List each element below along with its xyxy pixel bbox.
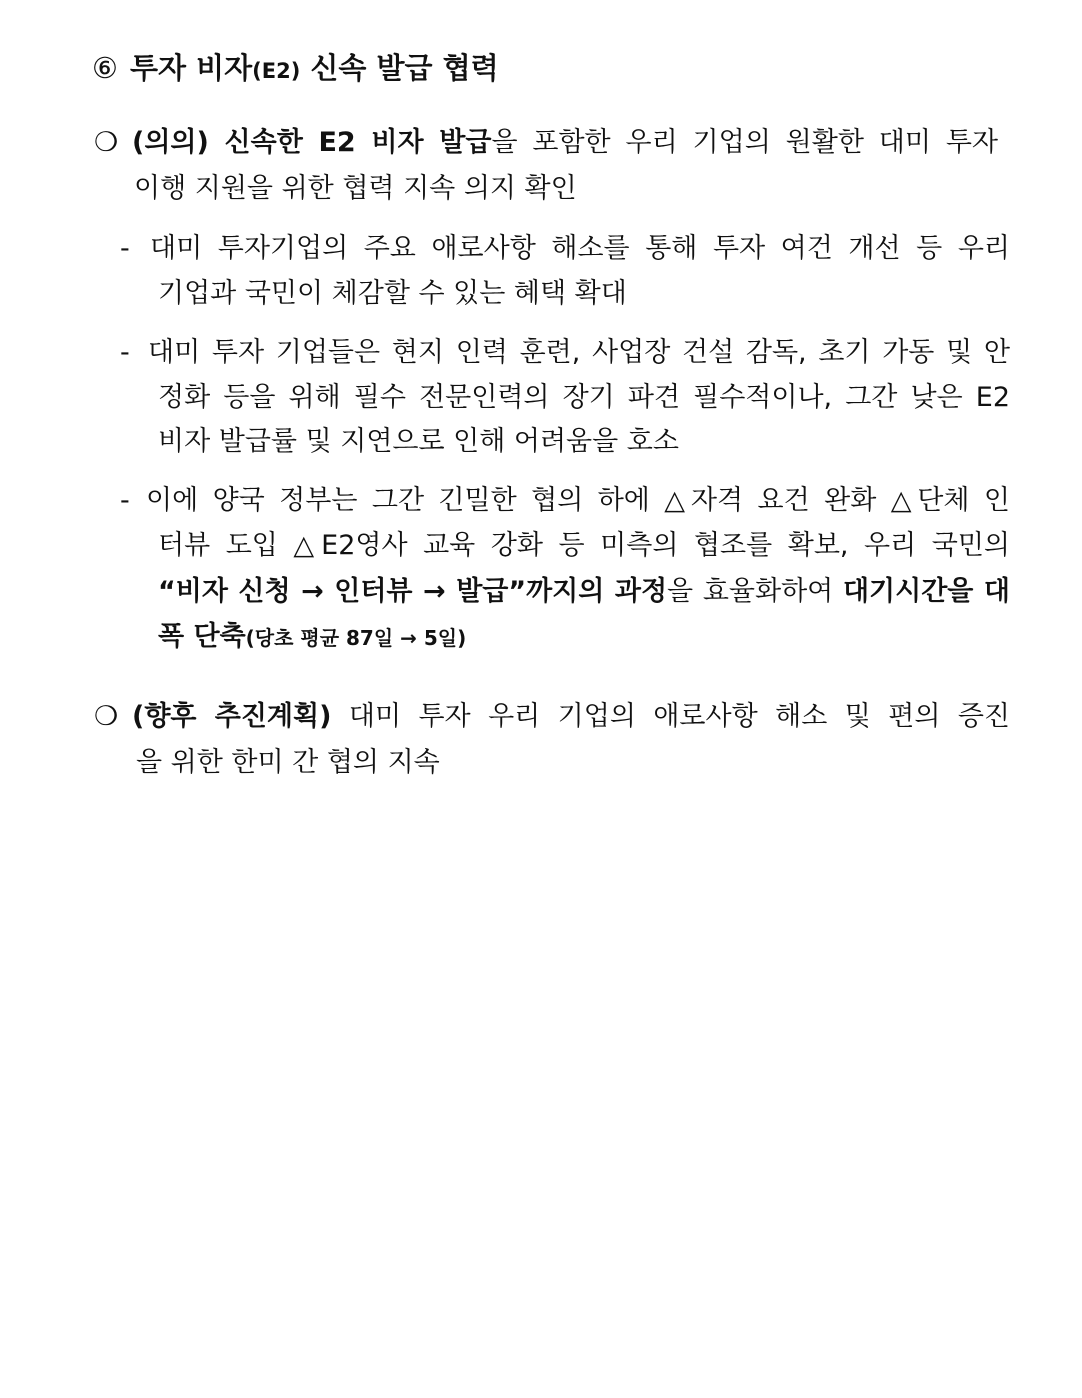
section-number: ⑥ — [92, 51, 118, 85]
visa-process-text: “비자 신청 → 인터뷰 → 발급”까지의 과정 — [158, 576, 668, 607]
circle-bullet-icon: ❍ — [94, 701, 119, 732]
section-title — [92, 48, 499, 91]
dash-bullet-icon: - — [120, 233, 130, 264]
plan-line1-text: 대미 투자 우리 기업의 애로사항 해소 및 편의 증진 — [331, 701, 1010, 732]
sub2-line-1: 대미 투자 기업들은 현지 인력 훈련, 사업장 건설 감독, 초기 가동 및 안 — [148, 337, 1010, 368]
section-title-part-c: 신속 발급 협력 — [300, 51, 499, 85]
section-title-part-a: 투자 비자 — [130, 51, 253, 85]
sub3-line-2: 터뷰 도입 △E2영사 교육 강화 등 미측의 협조를 확보, 우리 국민의 — [158, 530, 1010, 561]
reduction-detail: (당초 평균 87일 → 5일) — [245, 626, 467, 650]
sub3-line3-text: 을 효율화하여 — [667, 576, 843, 607]
meaning-line-1 — [132, 120, 998, 166]
sub3-line-4 — [158, 614, 1010, 661]
sub1-line-2: 기업과 국민이 체감할 수 있는 혜택 확대 — [158, 278, 627, 309]
meaning-label: (의의) 신속한 E2 비자 발급 — [132, 127, 492, 158]
wait-time-text: 대기시간을 대 — [842, 576, 1010, 607]
plan-line-2: 을 위한 한미 간 협의 지속 — [136, 747, 440, 778]
sub3-line-1: 이에 양국 정부는 그간 긴밀한 협의 하에 △자격 요건 완화 △단체 인 — [146, 485, 1010, 516]
meaning-line1-text: 을 포함한 우리 기업의 원활한 대미 투자 — [491, 127, 999, 158]
circle-bullet-icon: ❍ — [94, 127, 119, 158]
section-title-part-b: (E2) — [252, 59, 301, 83]
plan-label: (향후 추진계획) — [132, 701, 332, 732]
sub2-line-3: 비자 발급률 및 지연으로 인해 어려움을 호소 — [158, 426, 679, 457]
sub3-line-3 — [158, 569, 1010, 615]
meaning-line-2: 이행 지원을 위한 협력 지속 의지 확인 — [134, 173, 577, 204]
sub1-line-1: 대미 투자기업의 주요 애로사항 해소를 통해 투자 여건 개선 등 우리 — [150, 233, 1010, 264]
dash-bullet-icon: - — [120, 485, 130, 516]
dash-bullet-icon: - — [120, 337, 130, 368]
plan-line-1 — [132, 694, 1010, 740]
sub2-line-2: 정화 등을 위해 필수 전문인력의 장기 파견 필수적이나, 그간 낮은 E2 — [158, 382, 1010, 413]
reduction-text: 폭 단축 — [158, 621, 246, 652]
